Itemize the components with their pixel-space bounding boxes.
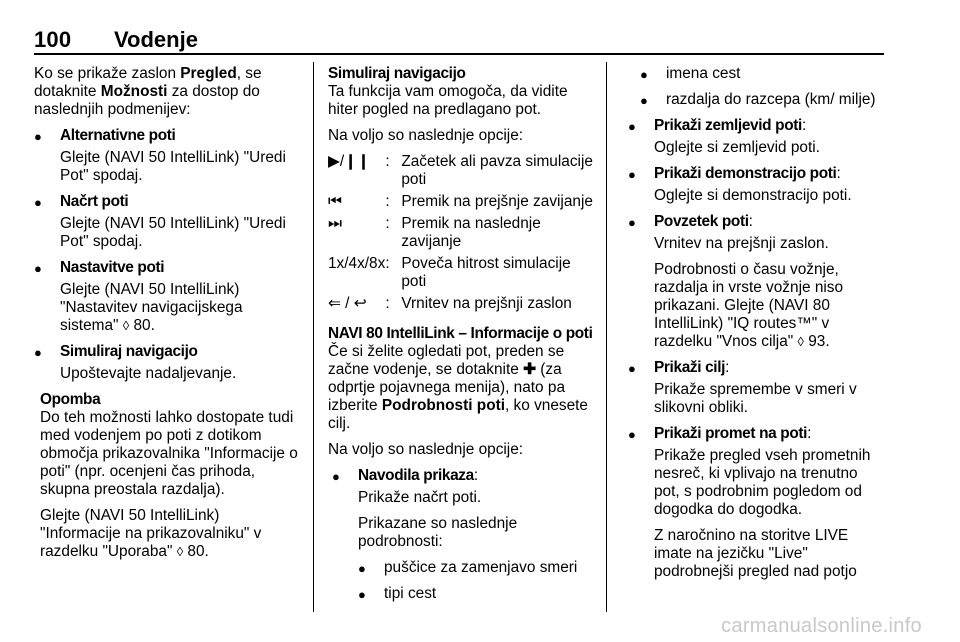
list-item: ● Povzetek poti: xyxy=(628,213,753,230)
back-icon: ⇐ / ↩ xyxy=(328,295,367,312)
list-item-text: Prikaže načrt poti. xyxy=(358,489,482,506)
list-item: ● Prikaži zemljevid poti: xyxy=(628,117,807,134)
note-text: Do teh možnosti lahko dostopate tudi med vodenjem po poti z dotikom območja prikazovalnika "Informacije o poti" (npr. ocenjeni čas prihoda, skupna preostala razdalja). xyxy=(40,409,298,498)
bullet-icon: ● xyxy=(628,215,636,230)
bullet-icon: ● xyxy=(34,261,42,276)
bullet-icon: ● xyxy=(358,587,366,602)
note-final: Glejte (NAVI 50 IntelliLink) "Informacije na prikazovalniku" v razdelku "Uporaba" ◊ 80. xyxy=(40,507,262,560)
table-row: ⏭ : Premik na naslednje zavijanje xyxy=(328,215,598,255)
column-2 xyxy=(328,65,598,611)
note-title: Opomba xyxy=(40,391,101,408)
sub-list-item: ● puščice za zamenjavo smeri xyxy=(358,559,578,576)
bullet-icon: ● xyxy=(640,67,648,82)
skip-previous-icon: ⏮ xyxy=(328,193,342,210)
play-pause-icon: ▶/❙❙ xyxy=(328,153,370,170)
sub-list-item: ● imena cest xyxy=(640,65,741,82)
list-item-text: Oglejte si demonstracijo poti. xyxy=(654,187,852,204)
list-item: ● Prikaži demonstracijo poti: xyxy=(628,165,841,182)
column-divider-2 xyxy=(606,62,607,612)
list-item-text: Vrnitev na prejšnji zaslon. xyxy=(654,235,829,252)
sub-list-item: ● razdalja do razcepa (km/ milje) xyxy=(640,91,876,108)
watermark: carmanualsonline.info xyxy=(721,615,922,637)
list-item: ● Alternativne poti xyxy=(34,127,176,144)
bullet-icon: ● xyxy=(640,93,648,108)
bullet-icon: ● xyxy=(332,469,340,484)
list-item-text: Glejte (NAVI 50 IntelliLink) "Uredi Pot" spodaj. xyxy=(60,215,286,250)
speed-key: 1x/4x/8x xyxy=(328,255,386,272)
simulate-text: Ta funkcija vam omogoča, da vidite hiter pogled na predlagano pot. xyxy=(328,83,568,118)
page-ref-icon: ◊ xyxy=(176,544,184,559)
column-divider-1 xyxy=(313,62,314,612)
list-item-text: Glejte (NAVI 50 IntelliLink) "Uredi Pot" spodaj. xyxy=(60,149,286,184)
section-title-navi80: NAVI 80 IntelliLink – Informacije o poti xyxy=(328,325,593,342)
skip-next-icon: ⏭ xyxy=(328,215,342,232)
page-header xyxy=(34,27,884,51)
bullet-icon: ● xyxy=(628,427,636,442)
options-table xyxy=(328,153,598,317)
page-ref-icon: ◊ xyxy=(797,334,804,349)
page-title: Vodenje xyxy=(114,27,198,52)
list-item: ● Načrt poti xyxy=(34,193,129,210)
navi80-text: Če si želite ogledati pot, preden se začne vodenje, se dotaknite ✚ (za odprtje pojavnega menija), nato pa izberite Podrobnosti poti, ko vnesete cilj. xyxy=(328,343,588,432)
list-item-text: Podrobnosti o času vožnje, razdalja in vrste vožnje niso prikazani. Glejte (NAVI 80 IntelliLink) "IQ routes™" v razdelku "Vnos cilja" ◊ 93. xyxy=(654,261,844,350)
page-ref-icon: ◊ xyxy=(122,318,130,333)
list-item-text: Oglejte si zemljevid poti. xyxy=(654,139,820,156)
table-row: ⇐ / ↩ : Vrnitev na prejšnji zaslon xyxy=(328,295,598,317)
list-item-text: Glejte (NAVI 50 IntelliLink) "Nastavitev navigacijskega sistema" ◊ 80. xyxy=(60,281,243,334)
list-item: ● Prikaži promet na poti: xyxy=(628,425,812,442)
table-row: ▶/❙❙ : Začetek ali pavza simulacije poti xyxy=(328,153,598,193)
bullet-icon: ● xyxy=(628,167,636,182)
list-item: ● Navodila prikaza: xyxy=(332,467,479,484)
sub-list-item: ● tipi cest xyxy=(358,585,437,602)
list-item: ● Nastavitve poti xyxy=(34,259,165,276)
column-3 xyxy=(628,65,884,589)
section-title-simulate: Simuliraj navigacijo xyxy=(328,65,466,82)
list-item-text: Z naročnino na storitve LIVE imate na jezičku "Live" podrobnejši pregled nad potjo xyxy=(654,527,857,580)
bullet-icon: ● xyxy=(628,119,636,134)
page-number: 100 xyxy=(34,27,72,52)
list-item-text: Prikaže pregled vseh prometnih nesreč, ki vplivajo na trenutno pot, s podrobnim pogledom od dogodka do dogodka. xyxy=(654,447,871,518)
bullet-icon: ● xyxy=(34,345,42,360)
bullet-icon: ● xyxy=(34,129,42,144)
options-intro-2: Na voljo so naslednje opcije: xyxy=(328,441,524,458)
column-1 xyxy=(34,65,302,569)
intro-paragraph: Ko se prikaže zaslon Pregled, se dotaknite Možnosti za dostop do naslednjih podmenijev: xyxy=(34,65,262,118)
note-block xyxy=(40,391,302,561)
table-row: ⏮ : Premik na prejšnje zavijanje xyxy=(328,193,598,215)
list-item: ● Prikaži cilj: xyxy=(628,359,730,376)
header-rule xyxy=(34,53,884,55)
list-item-text: Prikazane so naslednje podrobnosti: xyxy=(358,515,518,550)
bullet-icon: ● xyxy=(628,361,636,376)
options-intro: Na voljo so naslednje opcije: xyxy=(328,127,524,144)
list-item-text: Prikaže spremembe v smeri v slikovni obliki. xyxy=(654,381,857,416)
bullet-icon: ● xyxy=(358,561,366,576)
bullet-icon: ● xyxy=(34,195,42,210)
list-item: ● Simuliraj navigacijo xyxy=(34,343,198,360)
table-row: 1x/4x/8x : Poveča hitrost simulacije poti xyxy=(328,255,598,295)
list-item-text: Upoštevajte nadaljevanje. xyxy=(60,365,237,382)
plus-icon: ✚ xyxy=(523,361,536,378)
